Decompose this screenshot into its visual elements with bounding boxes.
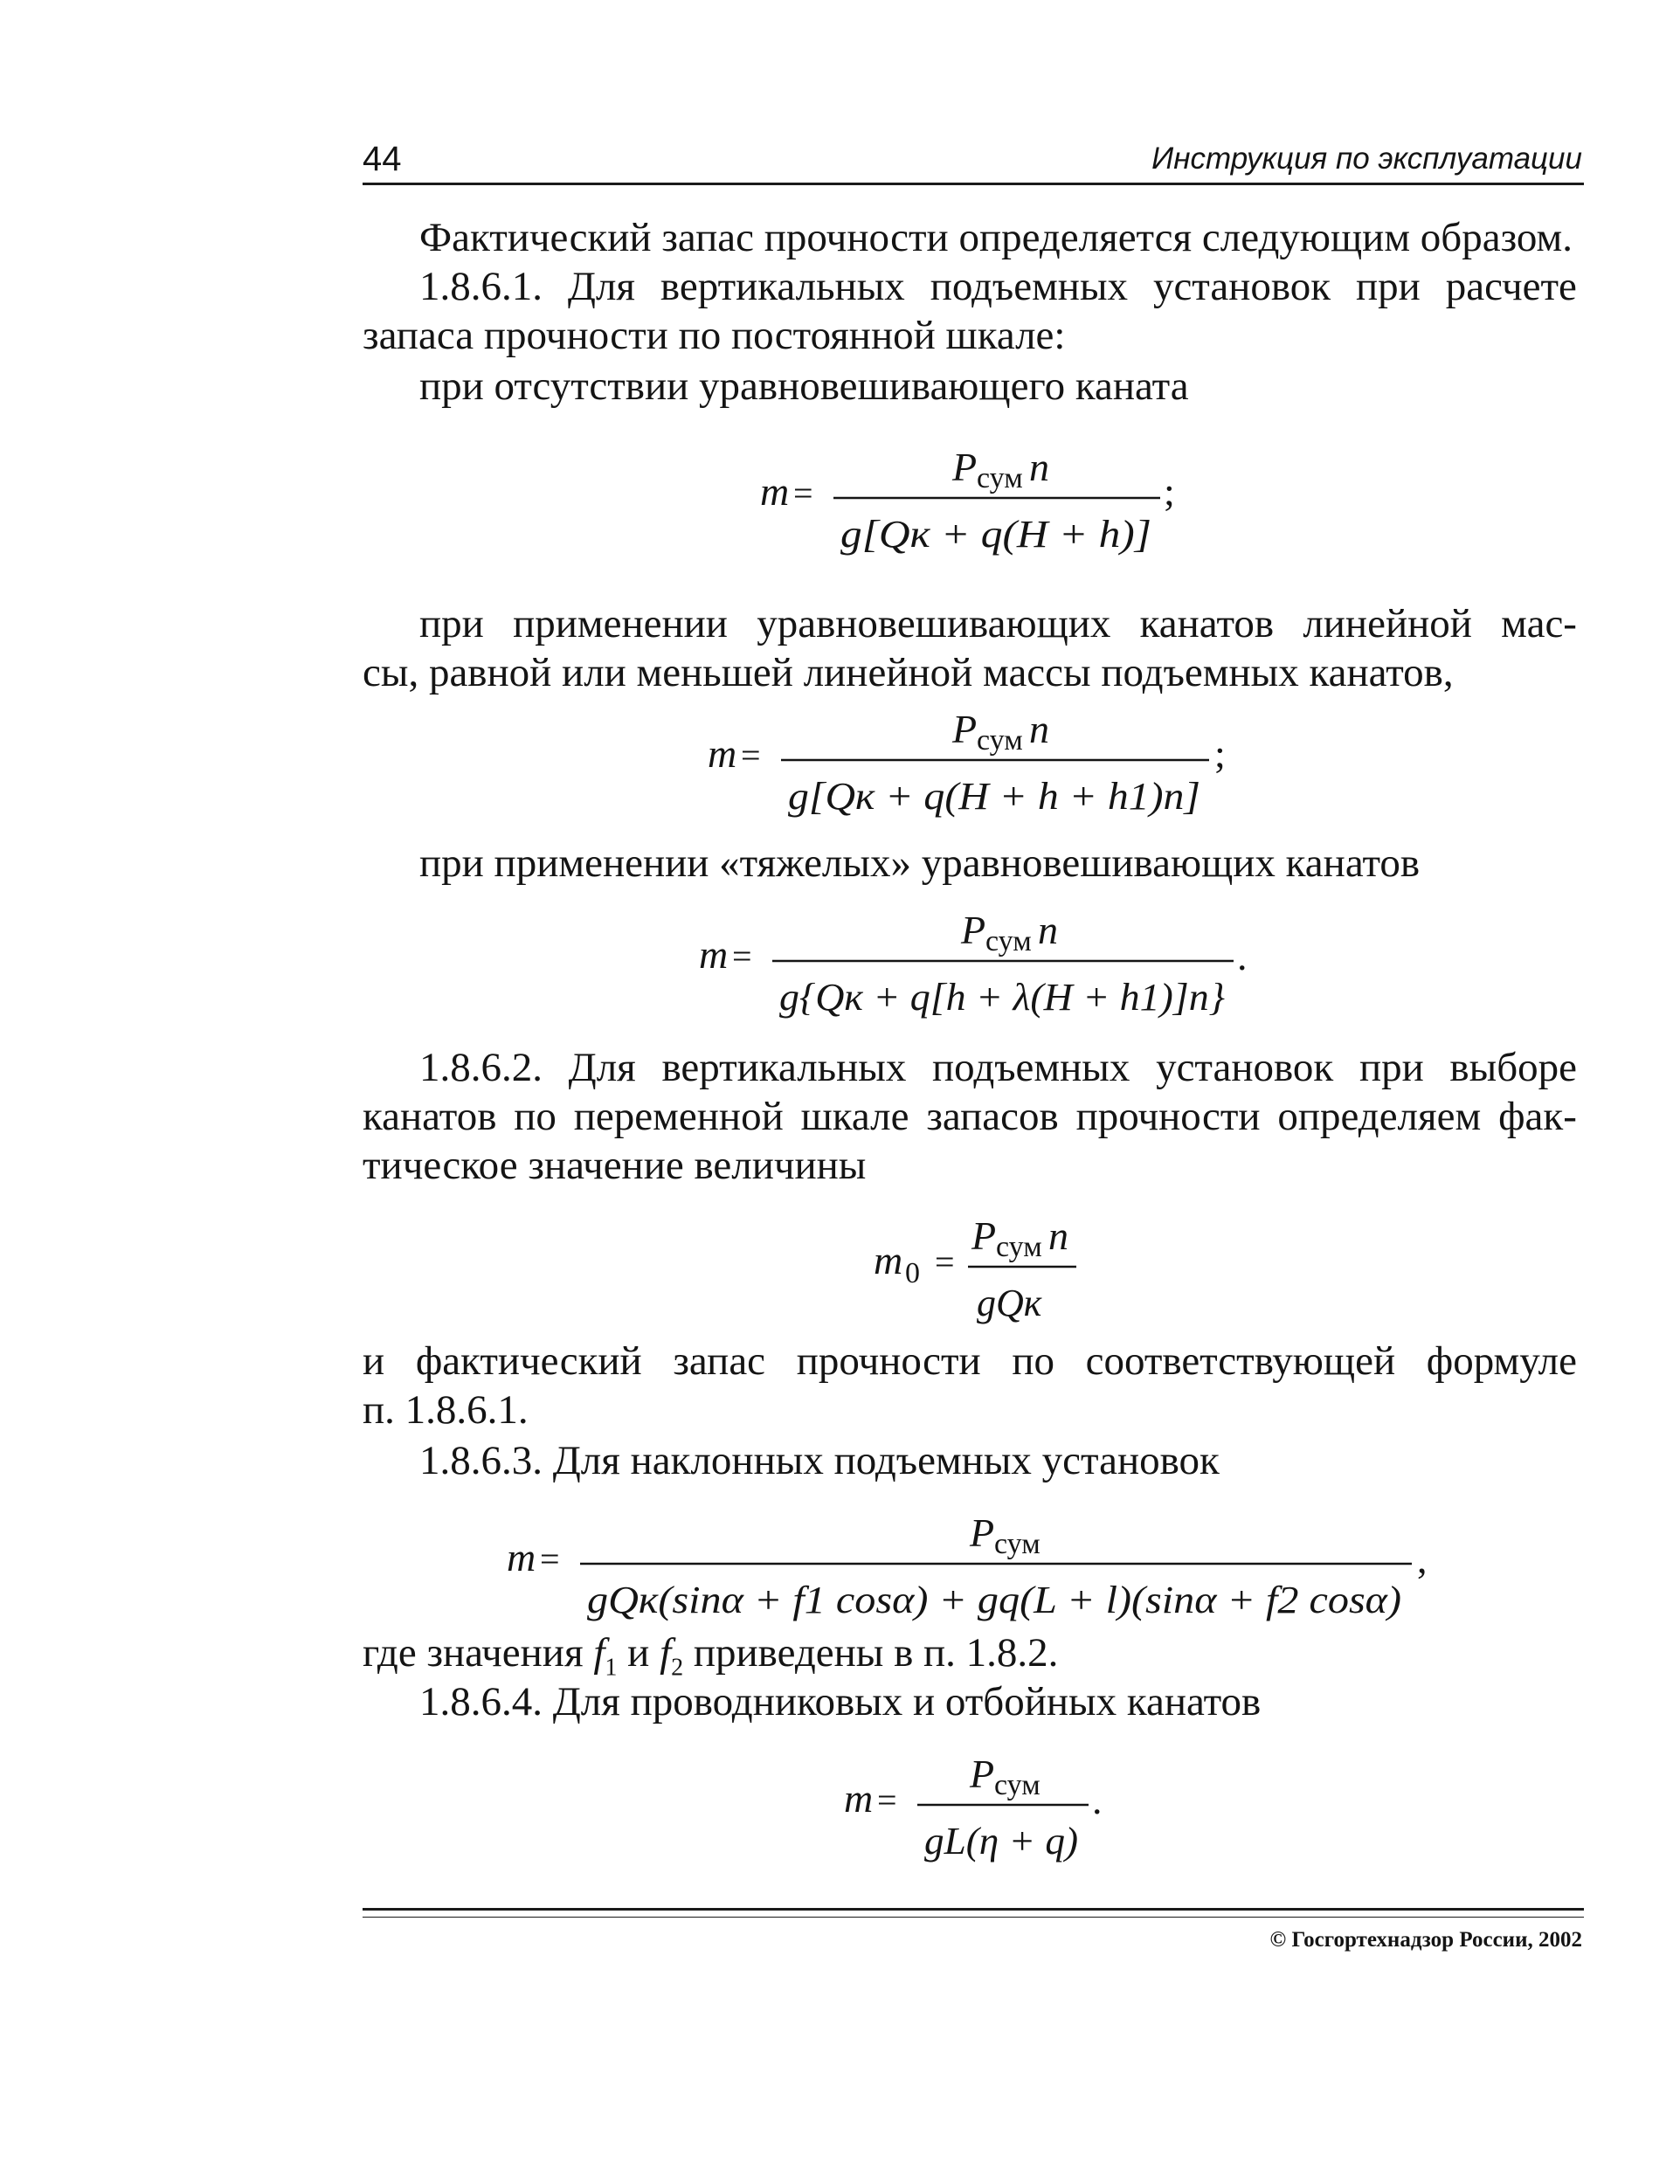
svg-text:P: P [952,707,978,751]
svg-text:P: P [961,908,986,952]
formula-3 [699,900,1276,1031]
svg-text:=: = [793,473,813,513]
svg-text:m: m [874,1238,903,1282]
section-1864: 1.8.6.4. Для проводниковых и отбойных канатов [419,1679,1262,1724]
running-title: Инструкция по эксплуатации [1151,142,1582,176]
svg-text:P: P [952,445,978,489]
svg-text:P: P [970,1752,995,1796]
svg-text:n: n [1048,1213,1068,1258]
svg-text:gQк(sinα + f1 cosα) + gq(L + l: gQк(sinα + f1 cosα) + gq(L + l)(sinα + f2 cosα) [587,1579,1401,1621]
formula-1 [760,437,1179,568]
intro-paragraph: Фактический запас прочности определяется следующим образом. [419,215,1573,260]
svg-text:сум: сум [994,1528,1040,1560]
svg-text:.: . [1092,1778,1103,1822]
section-1863: 1.8.6.3. Для наклонных подъемных установок [419,1438,1220,1483]
formula-5 [507,1503,1468,1634]
svg-text:P: P [970,1510,995,1555]
svg-text:0: 0 [905,1257,920,1289]
svg-text:сум: сум [985,925,1032,957]
svg-text:gQк: gQк [977,1282,1042,1324]
svg-text:.: . [1237,934,1248,978]
svg-text:m: m [760,469,790,514]
svg-text:n: n [1038,908,1058,952]
svg-text:;: ; [1164,469,1175,514]
svg-text:n: n [1029,707,1049,751]
coefficients-note: где значения $f_1$ и $f_2$ приведены в п. 1.8.2. [363,1630,1059,1682]
svg-text:сум: сум [996,1231,1042,1263]
case-heavy-balance-rope: при применении «тяжелых» уравновешивающих канатов [419,840,1421,886]
formula-6 [844,1744,1123,1875]
svg-text:m: m [699,932,729,977]
svg-text:m: m [708,731,737,776]
svg-text:,: , [1417,1537,1428,1581]
svg-text:m: m [507,1535,536,1579]
svg-text:m: m [844,1776,874,1821]
footer-rule-thin [363,1917,1584,1918]
svg-text:=: = [540,1539,560,1579]
section-1861-line1: 1.8.6.1. Для вертикальных подъемных установок при расчете [419,264,1577,309]
page-number: 44 [363,140,402,178]
section-1862-line3: тическое значение величины [363,1143,867,1188]
svg-text:g[Qк + q(H + h)]: g[Qк + q(H + h)] [840,513,1151,556]
svg-text:;: ; [1214,731,1226,776]
copyright-notice: © Госгортехнадзор России, 2002 [1269,1928,1582,1952]
formula-4 [874,1206,1101,1337]
svg-text:=: = [732,936,752,976]
svg-text:=: = [741,736,761,775]
section-1861-line2: запаса прочности по постоянной шкале: [363,313,1066,358]
formula-2 [708,699,1232,830]
case-balance-rope-line1: при применении уравновешивающих канатов линейной мас- [419,601,1577,646]
footer-rule [363,1908,1584,1911]
case-no-balance-rope: при отсутствии уравновешивающего каната [419,363,1189,409]
header-rule [363,183,1584,185]
svg-text:сум: сум [994,1769,1040,1801]
svg-text:=: = [877,1780,897,1820]
svg-text:сум: сум [977,724,1023,757]
svg-text:g{Qк + q[h + λ(H + h1)]n}: g{Qк + q[h + λ(H + h1)]n} [779,976,1226,1019]
svg-text:=: = [935,1242,955,1282]
svg-text:g[Qк + q(H + h + h1)n]: g[Qк + q(H + h + h1)n] [788,775,1200,818]
svg-text:n: n [1029,445,1049,489]
svg-text:P: P [971,1213,997,1258]
actual-margin-line1: и фактический запас прочности по соответствующей формуле [363,1338,1577,1384]
actual-margin-line2: п. 1.8.6.1. [363,1387,529,1433]
svg-text:gL(η + q): gL(η + q) [924,1820,1078,1863]
case-balance-rope-line2: сы, равной или меньшей линейной массы подъемных канатов, [363,650,1454,695]
section-1862-line2: канатов по переменной шкале запасов прочности определяем фак- [363,1094,1577,1139]
svg-text:сум: сум [977,462,1023,494]
section-1862-line1: 1.8.6.2. Для вертикальных подъемных установок при выборе [419,1045,1577,1090]
